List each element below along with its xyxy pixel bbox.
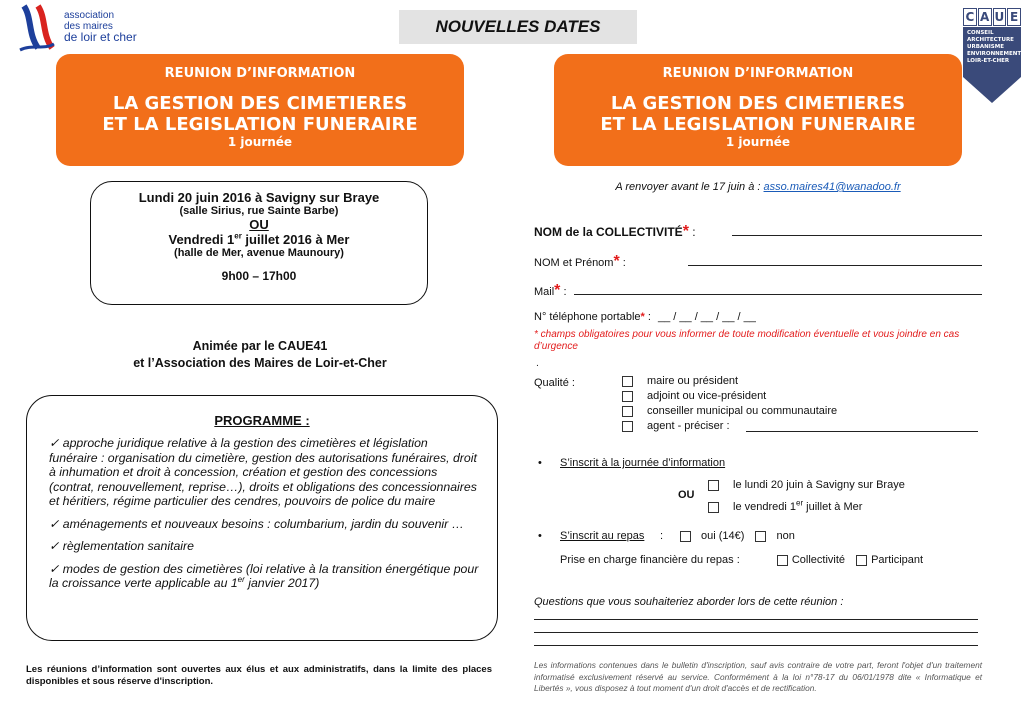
- check-icon: ✓: [49, 516, 60, 531]
- qualite-option-adjoint: adjoint ou vice-président: [647, 390, 767, 402]
- animated-line1: Animée par le CAUE41: [192, 339, 328, 353]
- prise-checkbox-collectivite[interactable]: [777, 555, 788, 566]
- caue-letter-a: A: [978, 8, 992, 26]
- caue-logo: [963, 8, 1021, 102]
- programme-item: ✓ approche juridique relative à la gestion des cimetières et législation funéraire : organisation du cimetière, gestion des autorisations funéraires, droit à inhumation et droit à concession, création et gestion des concessions (contrat, renouvellement, reprise…), droits et obligations des concessionnaires et héritiers, régime particulier des cendres, pouvoirs de police du maire: [49, 436, 477, 508]
- journee-checkbox-mer[interactable]: [708, 502, 719, 513]
- logo-text-line3: de loir et cher: [64, 30, 137, 44]
- caue-letter-c: C: [963, 8, 977, 26]
- qualite-checkbox-agent[interactable]: [622, 421, 633, 432]
- animated-by: [60, 338, 460, 372]
- name-row: NOM et Prénom* :: [534, 253, 982, 271]
- place-2: (halle de Mer, avenue Maunoury): [174, 247, 344, 259]
- name-field[interactable]: [688, 265, 982, 266]
- prise-option-collectivite: Collectivité: [791, 554, 846, 566]
- dates-or: OU: [249, 217, 269, 232]
- logo-text-line1: association: [64, 10, 115, 21]
- logo-text-line2: des maires: [64, 21, 113, 32]
- caue-letter-e: E: [1007, 8, 1021, 26]
- check-icon: ✓: [49, 561, 60, 576]
- caue-letter-u: U: [994, 10, 1005, 24]
- prise-en-charge-label: Prise en charge financière du repas :: [560, 554, 740, 566]
- check-icon: ✓: [49, 436, 60, 450]
- journee-label: S’inscrit à la journée d’information: [560, 457, 726, 469]
- mail-label: Mail: [534, 286, 555, 298]
- caue-line2: ARCHITECTURE: [967, 37, 1014, 43]
- questions-line-3[interactable]: [534, 645, 978, 646]
- agent-precision-field[interactable]: [746, 431, 978, 432]
- questions-line-2[interactable]: [534, 632, 978, 633]
- qualite-option-maire: maire ou président: [647, 375, 739, 387]
- check-icon: ✓: [49, 539, 60, 553]
- email-link[interactable]: asso.maires41@wanadoo.fr: [763, 181, 901, 193]
- flag-ribbon-icon: [14, 4, 62, 60]
- qualite-option-conseiller: conseiller municipal ou communautaire: [647, 405, 838, 417]
- journee-checkbox-savigny[interactable]: [708, 480, 719, 491]
- event-hours: 9h00 – 17h00: [221, 269, 297, 283]
- banner-text: NOUVELLES DATES: [435, 17, 601, 36]
- new-dates-banner: [399, 10, 637, 44]
- programme-item: ✓ modes de gestion des cimetières (loi relative à la transition énergétique pour la croissance verte applicable au 1er janvier 2017): [49, 561, 479, 590]
- journee-option-savigny: le lundi 20 juin à Savigny sur Braye: [733, 479, 905, 491]
- caue-line3: URBANISME: [967, 44, 1004, 50]
- caue-line4: ENVIRONNEMENT: [967, 51, 1022, 57]
- journee-option-mer: le vendredi 1er juillet à Mer: [733, 498, 863, 513]
- repas-checkbox-no[interactable]: [755, 531, 766, 542]
- phone-field[interactable]: __ / __ / __ / __ / __: [658, 311, 756, 323]
- collectivite-row: NOM de la COLLECTIVITÉ* :: [534, 223, 982, 241]
- qualite-checkbox-maire[interactable]: [622, 376, 633, 387]
- programme-box: [26, 395, 498, 641]
- footer-right-note: Les informations contenues dans le bulletin d'inscription, sauf avis contraire de votre part, feront l'objet d'un traitement informatisé exclusivement réservé au service. Conformément à la loi n°78-17 du 06/01/1978 dite « Informatique et Libertés », vous disposez à tout moment d'un droit d'accès et de rectification.: [534, 660, 982, 693]
- caue-line1: CONSEIL: [967, 30, 994, 36]
- qualite-label: Qualité :: [534, 377, 575, 389]
- required-note: * champs obligatoires pour vous informer de toute modification éventuelle et vous joindre en cas d’urgence: [534, 329, 960, 352]
- phone-label: N° téléphone portable: [534, 311, 641, 323]
- journee-or: OU: [678, 489, 695, 501]
- date-1: Lundi 20 juin 2016 à Savigny sur Braye: [138, 190, 380, 205]
- bullet: •: [538, 530, 542, 542]
- place-1: (salle Sirius, rue Sainte Barbe): [179, 205, 339, 217]
- collectivite-label: NOM de la COLLECTIVITÉ: [534, 225, 683, 239]
- caue-line5: LOIR-ET-CHER: [967, 58, 1010, 64]
- event-kicker: REUNION D’INFORMATION: [662, 66, 854, 81]
- qualite-checkbox-conseiller[interactable]: [622, 406, 633, 417]
- event-kicker: REUNION D’INFORMATION: [164, 66, 356, 81]
- stray-dot: .: [536, 359, 539, 369]
- qualite-checkbox-adjoint[interactable]: [622, 391, 633, 402]
- mail-field[interactable]: [574, 294, 982, 295]
- event-header-right: [554, 54, 962, 166]
- questions-label: Questions que vous souhaiteriez aborder lors de cette réunion :: [534, 596, 844, 608]
- event-title-line2: ET LA LEGISLATION FUNERAIRE: [600, 114, 916, 135]
- prise-option-participant: Participant: [871, 554, 924, 566]
- mail-row: Mail* :: [534, 282, 982, 300]
- repas-option-yes: oui (14€): [701, 530, 745, 542]
- qualite-option-agent: agent - préciser :: [647, 420, 730, 432]
- footer-left-note: Les réunions d’information sont ouvertes aux élus et aux administratifs, dans la limite des places disponibles et sous réserve d'inscription.: [26, 664, 492, 687]
- event-title-line2: ET LA LEGISLATION FUNERAIRE: [102, 114, 418, 135]
- repas-option-no: non: [776, 530, 795, 542]
- dates-box: [90, 181, 428, 305]
- association-logo: [14, 4, 154, 54]
- repas-label: S’inscrit au repas: [560, 530, 645, 542]
- programme-item: ✓ aménagements et nouveaux besoins : columbarium, jardin du souvenir …: [49, 516, 464, 531]
- event-header-left: [56, 54, 464, 166]
- phone-row: N° téléphone portable* : __ / __ / __ / __ / __: [534, 311, 756, 323]
- event-duration: 1 journée: [725, 135, 791, 149]
- event-duration: 1 journée: [227, 135, 293, 149]
- bullet: •: [538, 457, 542, 469]
- collectivite-field[interactable]: [732, 235, 982, 236]
- prise-checkbox-participant[interactable]: [856, 555, 867, 566]
- animated-line2: et l’Association des Maires de Loir-et-Cher: [133, 356, 387, 370]
- programme-item: ✓ règlementation sanitaire: [49, 539, 194, 553]
- event-title-line1: LA GESTION DES CIMETIERES: [112, 93, 408, 114]
- name-label: NOM et Prénom: [534, 257, 614, 269]
- repas-checkbox-yes[interactable]: [680, 531, 691, 542]
- programme-title: PROGRAMME :: [214, 413, 310, 428]
- date-2: Vendredi 1er juillet 2016 à Mer: [168, 231, 350, 247]
- event-title-line1: LA GESTION DES CIMETIERES: [610, 93, 906, 114]
- return-instructions: A renvoyer avant le 17 juin à : asso.maires41@wanadoo.fr: [615, 181, 901, 193]
- questions-line-1[interactable]: [534, 619, 978, 620]
